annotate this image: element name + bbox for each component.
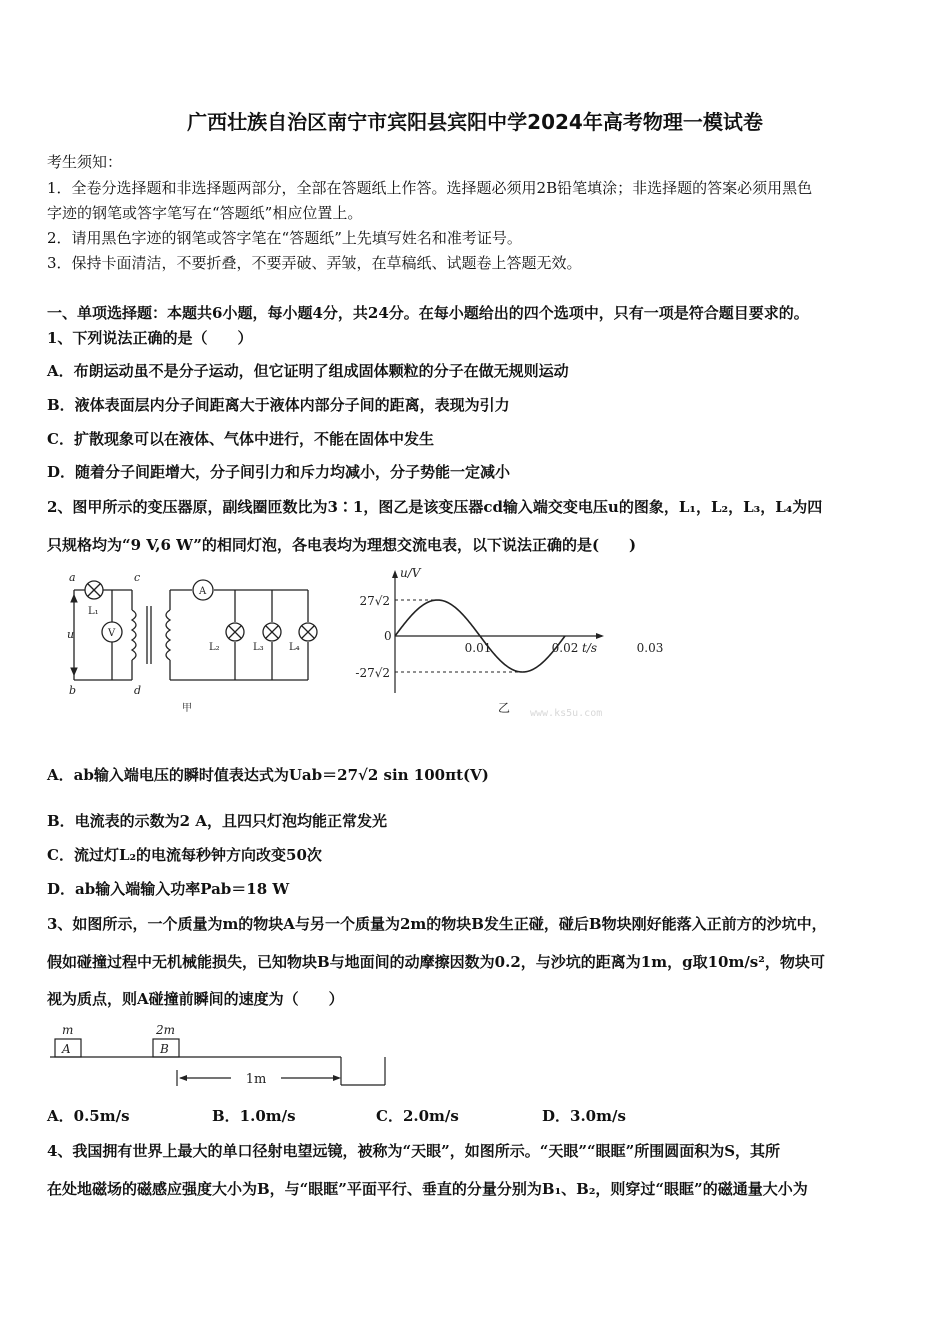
q1-stem: 1、下列说法正确的是（ ） xyxy=(47,329,253,347)
watermark: www.ks5u.com xyxy=(530,708,603,719)
q2-option-c: C．流过灯L₂的电流每秒钟方向改变50次 xyxy=(47,846,322,864)
x-tick-0.03: 0.03 xyxy=(636,641,664,655)
label-u: u xyxy=(67,628,75,641)
label-d: d xyxy=(134,684,142,697)
y-tick-max: 27√2 xyxy=(359,594,390,608)
notice-item-1-cont: 字迹的钢笔或答字笔写在“答题纸”相应位置上。 xyxy=(47,204,363,222)
q3-stem-line1: 3、如图所示，一个质量为m的物块A与另一个质量为2m的物块B发生正碰，碰后B物块刚好能落入正前方的沙坑中， xyxy=(47,915,827,933)
q3-figure xyxy=(45,1020,395,1092)
dimension-arrow-left xyxy=(179,1075,187,1081)
figure-jia-circuit xyxy=(60,568,330,718)
q2-stem-line1: 2、图甲所示的变压器原，副线圈匝数比为3∶1，图乙是该变压器cd输入端交变电压u的图象，L₁，L₂，L₃，L₄为四 xyxy=(47,498,823,516)
q3-stem-line3: 视为质点，则A碰撞前瞬间的速度为（ ） xyxy=(47,990,344,1008)
q1-option-a: A．布朗运动虽不是分子运动，但它证明了组成固体颗粒的分子在做无规则运动 xyxy=(47,362,569,380)
label-V: V xyxy=(108,628,116,639)
chart-xlabel: t/s xyxy=(582,641,598,655)
label-a: a xyxy=(69,571,76,584)
q3-stem-line2: 假如碰撞过程中无机械能损失，已知物块B与地面间的动摩擦因数为0.2，与沙坑的距离为1m，g取10m/s²，物块可 xyxy=(47,953,825,971)
y-axis-arrow xyxy=(392,570,398,578)
notice-heading: 考生须知： xyxy=(47,153,123,171)
block-B-label: B xyxy=(160,1042,169,1056)
lamp-L2-icon xyxy=(226,623,244,641)
section-heading: 一、单项选择题：本题共6小题，每小题4分，共24分。在每小题给出的四个选项中，只有一项是符合题目要求的。 xyxy=(47,304,809,322)
notice-item-3: 3．保持卡面清洁，不要折叠，不要弄破、弄皱，在草稿纸、试题卷上答题无效。 xyxy=(47,254,582,272)
dimension-arrow-right xyxy=(333,1075,341,1081)
y-tick-min: -27√2 xyxy=(355,666,390,680)
q2-option-d: D．ab输入端输入功率Pab＝18 W xyxy=(47,880,290,898)
label-A: A xyxy=(199,586,207,597)
q4-stem-line1: 4、我国拥有世界上最大的单口径射电望远镜，被称为“天眼”，如图所示。“天眼”“眼眶”所围圆面积为S，其所 xyxy=(47,1142,781,1160)
q1-option-c: C．扩散现象可以在液体、气体中进行，不能在固体中发生 xyxy=(47,430,434,448)
page-title: 广西壮族自治区南宁市宾阳县宾阳中学2024年高考物理一模试卷 xyxy=(187,110,763,134)
chart-ylabel: u/V xyxy=(400,566,421,580)
lamp-L3-icon xyxy=(263,623,281,641)
q3-option-c: C．2.0m/s xyxy=(376,1107,459,1125)
caption-jia: 甲 xyxy=(182,703,192,714)
q3-option-b: B．1.0m/s xyxy=(212,1107,296,1125)
q2-option-b: B．电流表的示数为2 A，且四只灯泡均能正常发光 xyxy=(47,812,387,830)
q1-option-d: D．随着分子间距增大，分子间引力和斥力均减小，分子势能一定减小 xyxy=(47,463,511,481)
q1-option-b: B．液体表面层内分子间距离大于液体内部分子间的距离，表现为引力 xyxy=(47,396,510,414)
distance-label: 1m xyxy=(245,1072,267,1087)
figure-yi-chart xyxy=(340,565,664,720)
label-L3: L₃ xyxy=(253,642,264,653)
label-b: b xyxy=(69,684,77,697)
label-c: c xyxy=(134,571,141,584)
block-A-label: A xyxy=(62,1042,71,1056)
q4-stem-line2: 在处地磁场的磁感应强度大小为B，与“眼眶”平面平行、垂直的分量分别为B₁、B₂，则穿过“眼眶”的磁通量大小为 xyxy=(47,1180,808,1198)
mass-B-label: 2m xyxy=(156,1023,176,1037)
notice-item-2: 2．请用黑色字迹的钢笔或答字笔在“答题纸”上先填写姓名和准考证号。 xyxy=(47,229,522,247)
q3-option-a: A．0.5m/s xyxy=(47,1107,130,1125)
x-axis-arrow xyxy=(596,633,604,639)
q2-stem-line2: 只规格均为“9 V,6 W”的相同灯泡，各电表均为理想交流电表，以下说法正确的是( ) xyxy=(47,536,637,554)
q3-option-d: D．3.0m/s xyxy=(542,1107,626,1125)
x-tick-0.02: 0.02 xyxy=(551,641,579,655)
caption-yi: 乙 xyxy=(498,701,511,715)
x-tick-0.01: 0.01 xyxy=(464,641,492,655)
notice-item-1: 1．全卷分选择题和非选择题两部分，全部在答题纸上作答。选择题必须用2B铅笔填涂；非选择题的答案必须用黑色 xyxy=(47,179,813,197)
label-L1: L₁ xyxy=(88,606,99,617)
mass-A-label: m xyxy=(62,1023,74,1037)
label-L4: L₄ xyxy=(289,642,300,653)
y-tick-zero: 0 xyxy=(384,629,392,643)
lamp-L4-icon xyxy=(299,623,317,641)
q2-option-a: A．ab输入端电压的瞬时值表达式为Uab＝27√2 sin 100πt(V) xyxy=(47,766,489,784)
label-L2: L₂ xyxy=(209,642,220,653)
lamp-L1-icon xyxy=(85,581,103,599)
